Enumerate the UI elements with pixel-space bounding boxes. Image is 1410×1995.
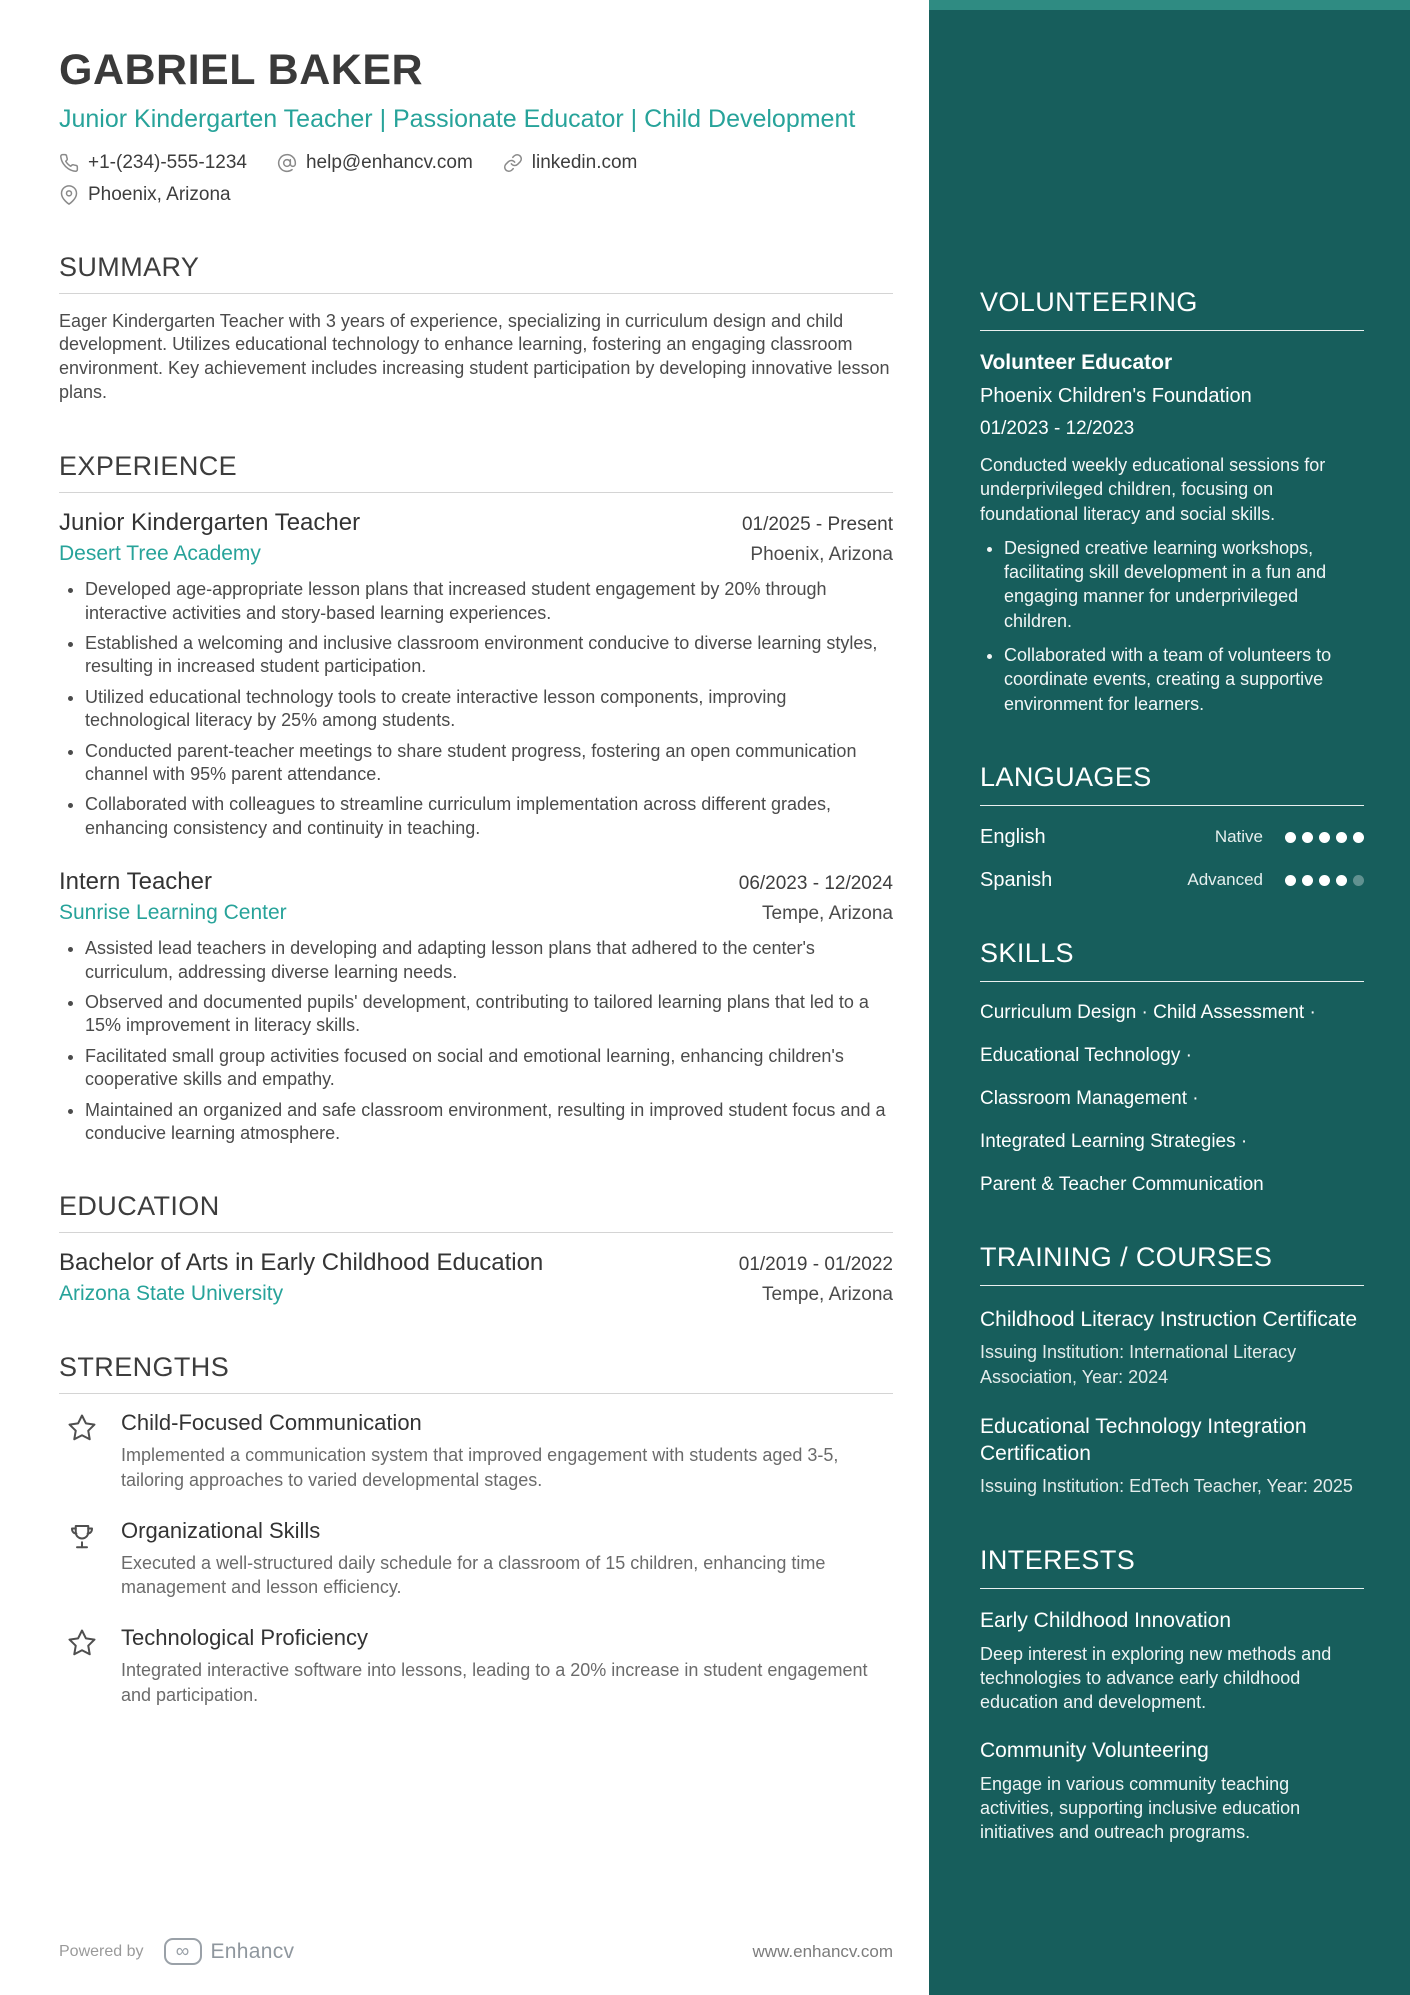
language-row bbox=[980, 826, 1364, 849]
strength-title: Organizational Skills bbox=[121, 1517, 321, 1543]
linkedin-link[interactable] bbox=[503, 152, 638, 174]
strengths-section bbox=[59, 1352, 893, 1707]
summary-section bbox=[59, 252, 893, 406]
strength-text: Executed a well-structured daily schedule for a classroom of 15 children, enhancing time management and lesson efficiency. bbox=[121, 1552, 826, 1598]
phone-number: +1-(234)-555-1234 bbox=[88, 151, 247, 173]
education-subheader-row bbox=[59, 1277, 893, 1306]
volunteer-role: Volunteer Educator bbox=[980, 351, 1173, 374]
job-header-row bbox=[59, 868, 893, 896]
school-name: Arizona State University bbox=[59, 1282, 284, 1306]
strength-title: Technological Proficiency bbox=[121, 1625, 369, 1651]
star-icon bbox=[67, 1413, 97, 1443]
language-level-label: Native bbox=[1214, 827, 1263, 847]
job-dates: 01/2025 - Present bbox=[741, 514, 893, 536]
linkedin-text: linkedin.com bbox=[531, 151, 638, 173]
email-at-icon bbox=[277, 153, 297, 173]
job-company: Sunrise Learning Center bbox=[59, 901, 287, 925]
job-bullet-list bbox=[59, 937, 893, 1145]
email-address: help@enhancv.com bbox=[305, 151, 473, 173]
education-heading: EDUCATION bbox=[59, 1191, 893, 1233]
candidate-name: GABRIEL BAKER bbox=[59, 46, 424, 94]
job-title: Intern Teacher bbox=[59, 868, 212, 896]
interest-text: Deep interest in exploring new methods and technologies to advance early childhood education and development. bbox=[980, 1643, 1332, 1713]
skill-line: Parent & Teacher Communication bbox=[980, 1173, 1264, 1195]
job-entry bbox=[59, 509, 893, 840]
interest-item bbox=[980, 1739, 1364, 1845]
bullet-item: • Designed creative learning workshops, facilitating skill development in a fun and engaging manner for underprivileged children. bbox=[1004, 536, 1364, 633]
location-pin-icon bbox=[59, 185, 79, 205]
job-location: Phoenix, Arizona bbox=[750, 544, 893, 566]
phone-icon bbox=[59, 153, 79, 173]
resume-header bbox=[59, 46, 893, 206]
job-entry bbox=[59, 868, 893, 1145]
job-bullet-list bbox=[59, 578, 893, 840]
bullet-item: • Established a welcoming and inclusive classroom environment conducive to diverse learning styles, resulting in increased student participation. bbox=[85, 632, 893, 679]
summary-text: Eager Kindergarten Teacher with 3 years of experience, specializing in curriculum design and child development. Utilizes educational technology to enhance learning, fostering an engaging classroom environment. Key achievement includes increasing student participation by developing innovative lesson plans. bbox=[59, 310, 890, 403]
strength-item bbox=[59, 1518, 893, 1600]
strength-content bbox=[121, 1518, 893, 1600]
training-item bbox=[980, 1413, 1364, 1499]
skill-line: Educational Technology · bbox=[980, 1044, 1192, 1066]
job-subheader-row bbox=[59, 896, 893, 925]
volunteering-section bbox=[980, 287, 1364, 716]
languages-heading: LANGUAGES bbox=[980, 762, 1364, 806]
strength-text: Implemented a communication system that improved engagement with students aged 3-5, tailoring approaches to varied developmental stages. bbox=[121, 1445, 839, 1490]
strength-item bbox=[59, 1625, 893, 1707]
education-section bbox=[59, 1191, 893, 1306]
page-footer bbox=[59, 1938, 893, 1965]
job-header-row bbox=[59, 509, 893, 537]
job-dates: 06/2023 - 12/2024 bbox=[738, 873, 893, 895]
candidate-title: Junior Kindergarten Teacher | Passionate Educator | Child Development bbox=[59, 105, 856, 133]
bullet-item: • Collaborated with a team of volunteers to coordinate events, creating a supportive environment for learners. bbox=[1004, 643, 1364, 716]
strengths-heading: STRENGTHS bbox=[59, 1352, 893, 1394]
location-text: Phoenix, Arizona bbox=[88, 183, 231, 205]
location-item bbox=[59, 184, 231, 206]
degree-title: Bachelor of Arts in Early Childhood Education bbox=[59, 1249, 544, 1277]
powered-by-label: Powered by bbox=[59, 1942, 144, 1960]
language-level-dots bbox=[1279, 875, 1364, 886]
bullet-item: • Utilized educational technology tools to create interactive lesson components, improving technological literacy by 25% among students. bbox=[85, 686, 893, 733]
trophy-icon bbox=[67, 1521, 97, 1551]
summary-heading: SUMMARY bbox=[59, 252, 893, 294]
sidebar-column bbox=[929, 0, 1410, 1995]
training-title: Childhood Literacy Instruction Certificate bbox=[980, 1307, 1358, 1331]
education-dates: 01/2019 - 01/2022 bbox=[738, 1254, 893, 1276]
training-section bbox=[980, 1242, 1364, 1499]
volunteer-dates: 01/2023 - 12/2023 bbox=[980, 418, 1135, 439]
enhancv-logo bbox=[164, 1938, 295, 1965]
education-location: Tempe, Arizona bbox=[762, 1284, 893, 1306]
link-icon bbox=[503, 153, 523, 173]
training-heading: TRAINING / COURSES bbox=[980, 1242, 1364, 1286]
language-name: Spanish bbox=[980, 868, 1053, 891]
interest-text: Engage in various community teaching activities, supporting inclusive education initiatives and outreach programs. bbox=[980, 1773, 1301, 1843]
skills-section bbox=[980, 938, 1364, 1196]
interests-section bbox=[980, 1545, 1364, 1845]
bullet-item: • Conducted parent-teacher meetings to share student progress, fostering an open communication channel with 95% parent attendance. bbox=[85, 740, 893, 787]
volunteering-heading: VOLUNTEERING bbox=[980, 287, 1364, 331]
language-level-label: Advanced bbox=[1187, 870, 1263, 890]
experience-heading: EXPERIENCE bbox=[59, 451, 893, 493]
bullet-item: • Maintained an organized and safe classroom environment, resulting in improved student focus and a conducive learning atmosphere. bbox=[85, 1099, 893, 1146]
volunteer-bullet-list bbox=[980, 536, 1364, 716]
training-item bbox=[980, 1306, 1364, 1389]
strength-text: Integrated interactive software into lessons, leading to a 20% increase in student engagement and participation. bbox=[121, 1660, 868, 1705]
contact-row-primary bbox=[59, 152, 893, 174]
bullet-item: • Observed and documented pupils' development, contributing to tailored learning plans that led to a 15% improvement in literacy skills. bbox=[85, 991, 893, 1038]
phone-link[interactable] bbox=[59, 152, 247, 174]
star-icon bbox=[67, 1628, 97, 1658]
email-link[interactable] bbox=[277, 152, 473, 174]
languages-section bbox=[980, 762, 1364, 892]
training-details: Issuing Institution: International Literacy Association, Year: 2024 bbox=[980, 1342, 1297, 1387]
interests-heading: INTERESTS bbox=[980, 1545, 1364, 1589]
contact-block bbox=[59, 152, 893, 206]
enhancv-logo-text: Enhancv bbox=[210, 1939, 295, 1963]
skills-heading: SKILLS bbox=[980, 938, 1364, 982]
strength-item bbox=[59, 1410, 893, 1492]
sidebar-top-stripe bbox=[929, 0, 1410, 10]
website-link[interactable]: www.enhancv.com bbox=[752, 1941, 893, 1961]
bullet-item: • Assisted lead teachers in developing and adapting lesson plans that adhered to the center's curriculum, addressing diverse learning needs. bbox=[85, 937, 893, 984]
volunteer-organization: Phoenix Children's Foundation bbox=[980, 385, 1252, 407]
interest-item bbox=[980, 1609, 1364, 1715]
volunteer-summary: Conducted weekly educational sessions for underprivileged children, focusing on foundational literacy and social skills. bbox=[980, 455, 1326, 524]
language-name: English bbox=[980, 825, 1046, 848]
contact-row-secondary bbox=[59, 184, 893, 206]
training-details: Issuing Institution: EdTech Teacher, Year: 2025 bbox=[980, 1476, 1353, 1497]
job-subheader-row bbox=[59, 537, 893, 566]
training-title: Educational Technology Integration Certification bbox=[980, 1414, 1307, 1466]
bullet-item: • Facilitated small group activities focused on social and emotional learning, enhancing children's cooperative skills and empathy. bbox=[85, 1045, 893, 1092]
strength-title: Child-Focused Communication bbox=[121, 1410, 422, 1436]
job-location: Tempe, Arizona bbox=[762, 903, 893, 925]
skill-line: Curriculum Design · Child Assessment · bbox=[980, 1001, 1316, 1023]
interest-title: Community Volunteering bbox=[980, 1738, 1209, 1762]
job-title: Junior Kindergarten Teacher bbox=[59, 509, 361, 537]
job-company: Desert Tree Academy bbox=[59, 542, 261, 566]
bullet-item: • Developed age-appropriate lesson plans that increased student engagement by 20% through interactive activities and story-based learning experiences. bbox=[85, 578, 893, 625]
enhancv-logo-icon: ∞ bbox=[164, 1938, 202, 1965]
education-header-row bbox=[59, 1249, 893, 1277]
interest-title: Early Childhood Innovation bbox=[980, 1608, 1231, 1632]
skill-line: Integrated Learning Strategies · bbox=[980, 1130, 1248, 1152]
skill-line: Classroom Management · bbox=[980, 1087, 1199, 1109]
language-row bbox=[980, 869, 1364, 892]
bullet-item: • Collaborated with colleagues to streamline curriculum implementation across different grades, enhancing consistency and continuity in teaching. bbox=[85, 793, 893, 840]
experience-section bbox=[59, 451, 893, 1145]
language-level-dots bbox=[1279, 832, 1364, 843]
education-entry bbox=[59, 1249, 893, 1306]
powered-by-block bbox=[59, 1938, 294, 1965]
strength-content bbox=[121, 1410, 893, 1492]
strength-content bbox=[121, 1625, 893, 1707]
